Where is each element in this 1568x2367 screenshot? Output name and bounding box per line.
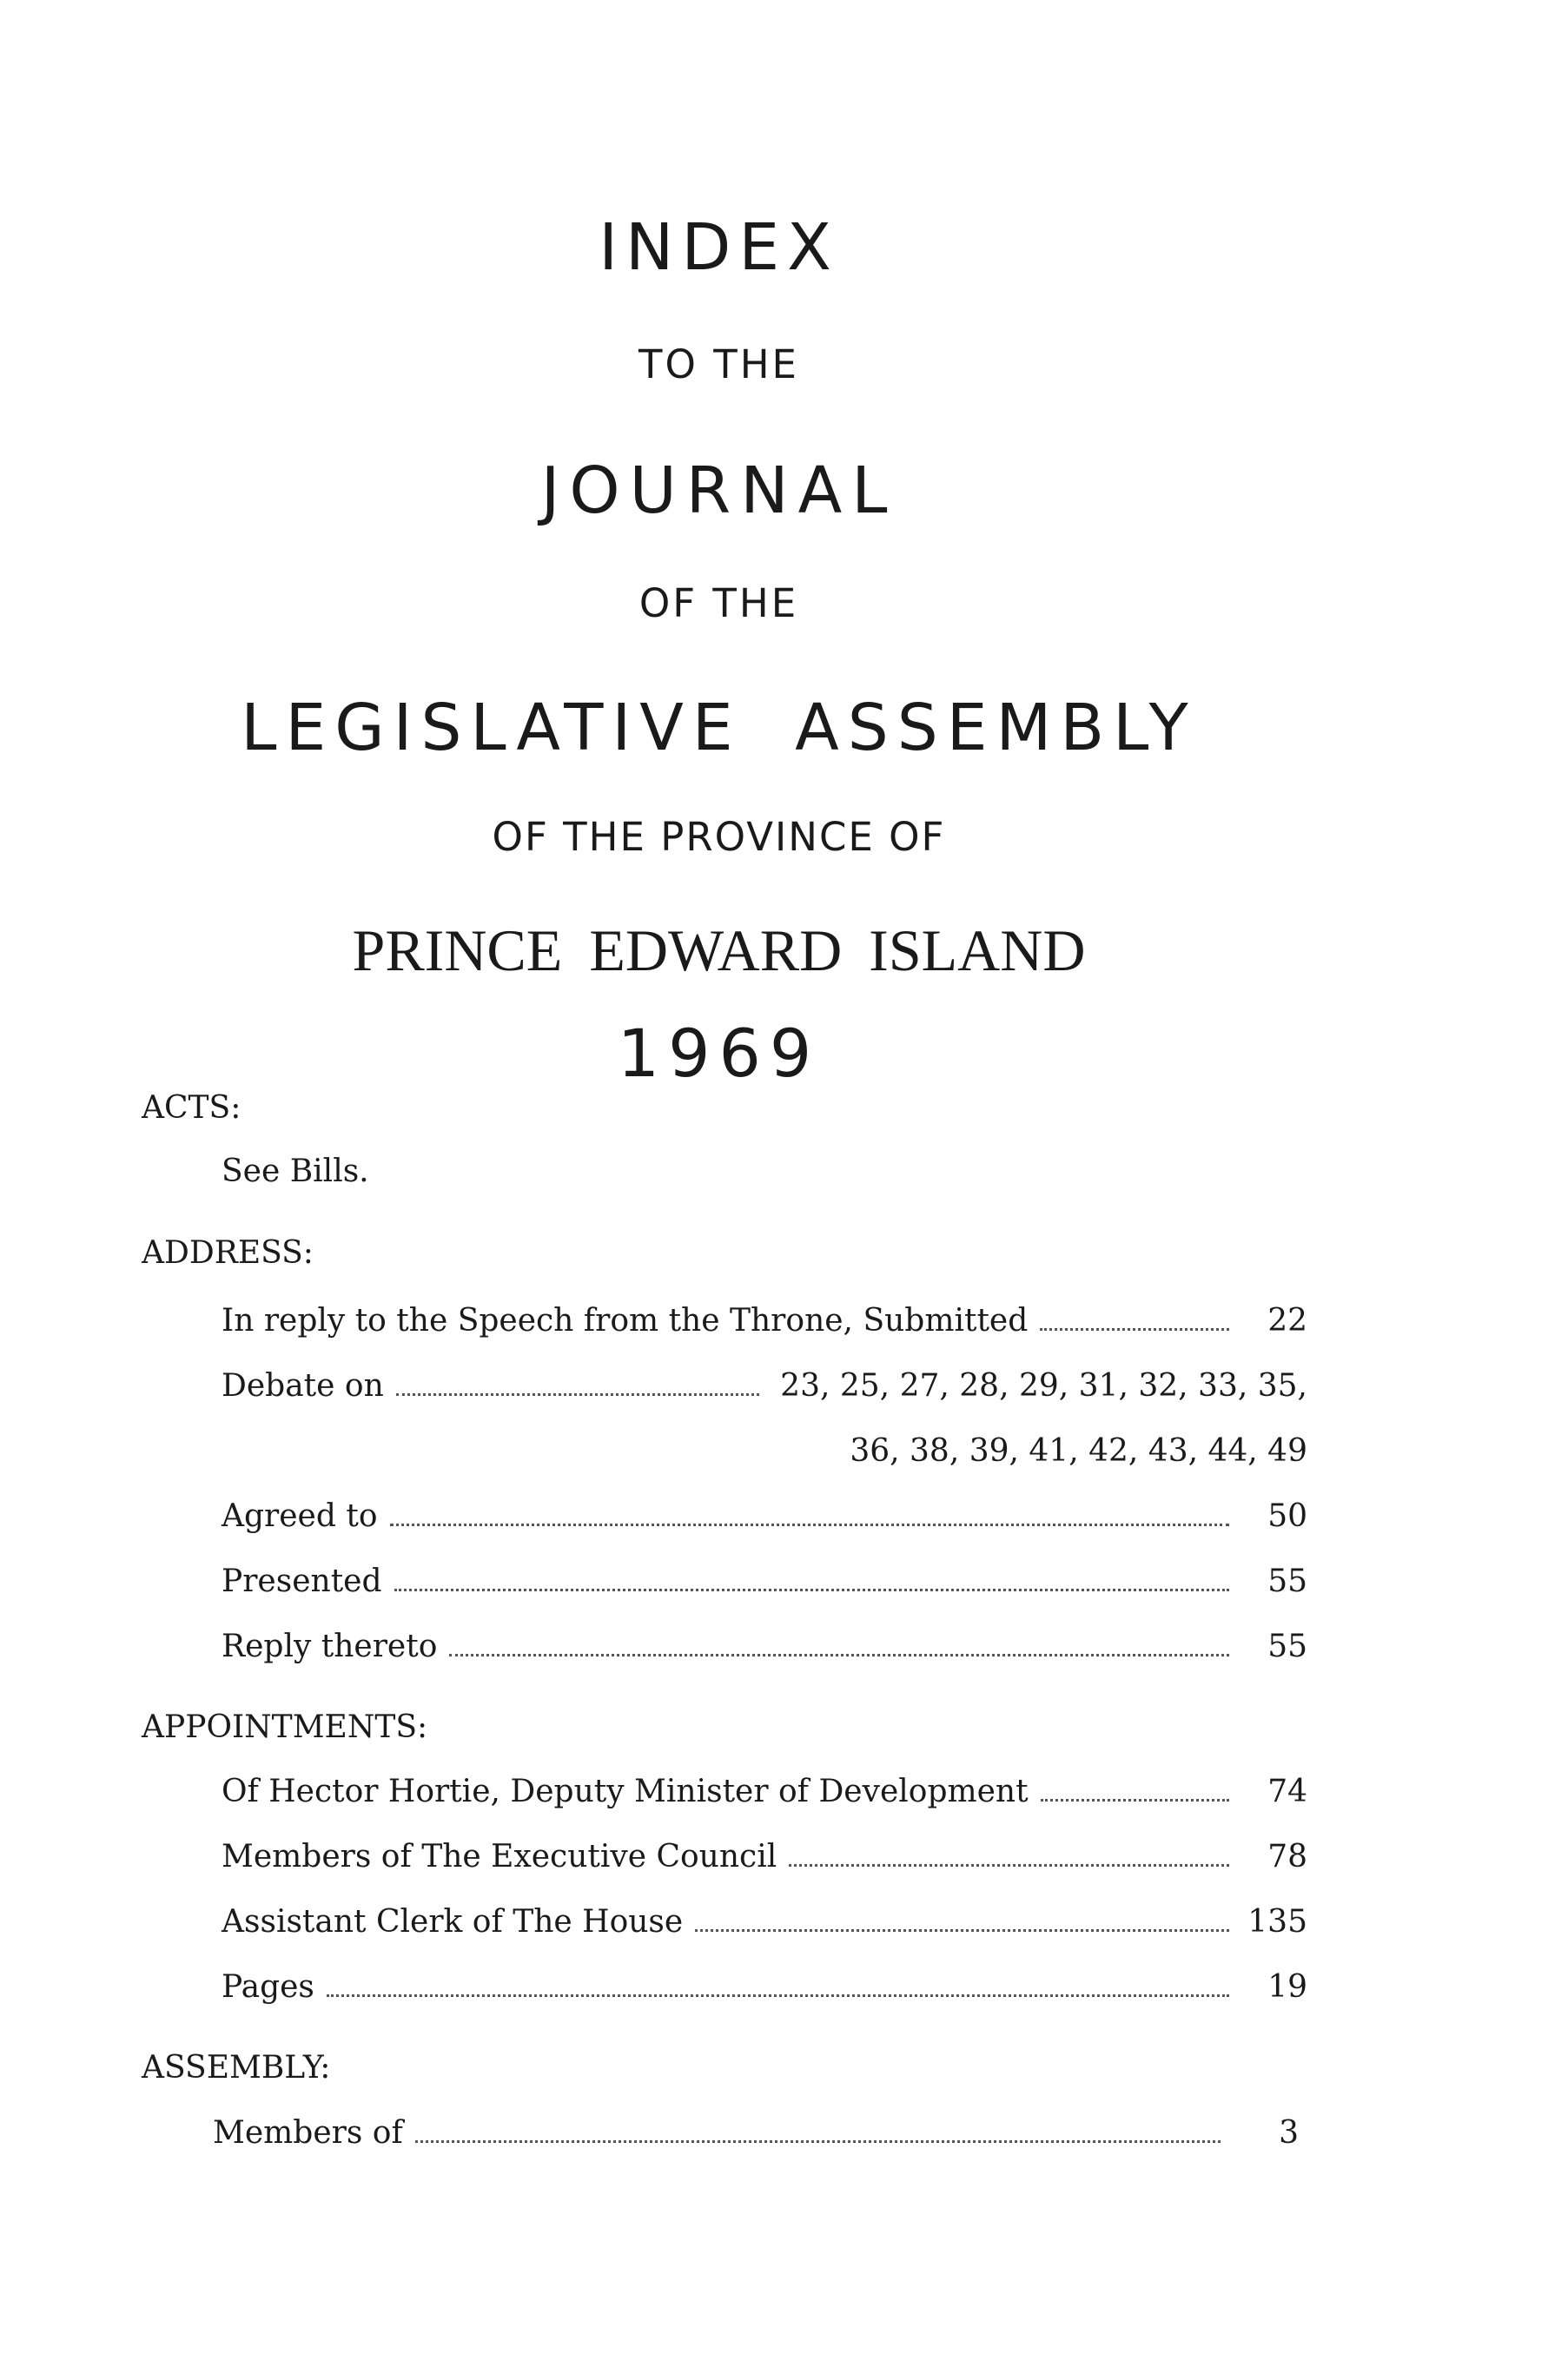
title-journal: JOURNAL — [540, 453, 897, 528]
entry-page-ref: 3 — [1279, 2115, 1299, 2151]
title-to-the: TO THE — [638, 341, 799, 387]
index-entry — [222, 1564, 1307, 1605]
heading-acts: ACTS: — [142, 1090, 241, 1126]
heading-assembly: ASSEMBLY: — [142, 2050, 331, 2086]
index-entry — [222, 1629, 1307, 1670]
title-legislative-assembly: LEGISLATIVE ASSEMBLY — [241, 691, 1197, 765]
title-index: INDEX — [599, 210, 839, 285]
entry-page-ref: 135 — [1247, 1904, 1307, 1940]
entry-page-ref: 50 — [1267, 1498, 1307, 1534]
entry-label: Pages — [222, 1969, 314, 2005]
title-of-the: OF THE — [638, 580, 799, 626]
dot-leader — [327, 1994, 1229, 1997]
title-prince-edward-island: PRINCE EDWARD ISLAND — [352, 917, 1086, 983]
entry-label: Debate on — [222, 1368, 384, 1404]
dot-leader — [394, 1589, 1229, 1591]
entry-page-ref: 74 — [1267, 1774, 1307, 1809]
entry-page-ref: 55 — [1267, 1564, 1307, 1599]
dot-leader — [390, 1524, 1230, 1526]
index-entry — [213, 2115, 1299, 2157]
entry-label: Assistant Clerk of The House — [222, 1904, 684, 1940]
title-year: 1969 — [617, 1015, 821, 1092]
entry-label: Reply thereto — [222, 1629, 438, 1664]
entry-page-ref: 55 — [1267, 1629, 1307, 1664]
dot-leader — [789, 1864, 1229, 1867]
dot-leader — [1041, 1799, 1229, 1802]
heading-address: ADDRESS: — [142, 1235, 314, 1271]
entry-page-refs-continued: 36, 38, 39, 41, 42, 43, 44, 49 — [850, 1433, 1307, 1469]
index-entry — [222, 1498, 1307, 1540]
acts-see-bills: See Bills. — [222, 1154, 369, 1189]
entry-label: Presented — [222, 1564, 382, 1599]
heading-appointments: APPOINTMENTS: — [142, 1709, 428, 1745]
entry-label: In reply to the Speech from the Throne, Submitted — [222, 1303, 1029, 1339]
entry-page-ref: 78 — [1267, 1839, 1307, 1874]
index-entry — [222, 1969, 1307, 2011]
entry-label: Agreed to — [222, 1498, 378, 1534]
entry-label: Of Hector Hortie, Deputy Minister of Development — [222, 1774, 1029, 1809]
index-entry — [222, 1303, 1307, 1345]
index-entry — [222, 1368, 1307, 1410]
dot-leader — [1040, 1328, 1229, 1331]
entry-label: Members of The Executive Council — [222, 1839, 777, 1874]
dot-leader — [695, 1929, 1229, 1932]
dot-leader — [449, 1654, 1229, 1656]
index-entry — [222, 1774, 1307, 1815]
entry-page-ref: 22 — [1267, 1303, 1307, 1339]
index-entry — [222, 1839, 1307, 1881]
entry-page-ref: 19 — [1267, 1969, 1307, 2005]
dot-leader — [396, 1393, 759, 1396]
entry-label: Members of — [213, 2115, 403, 2151]
dot-leader — [415, 2140, 1221, 2143]
title-of-the-province-of: OF THE PROVINCE OF — [492, 814, 946, 860]
index-entry — [222, 1904, 1307, 1946]
entry-page-refs: 23, 25, 27, 28, 29, 31, 32, 33, 35, — [780, 1368, 1307, 1404]
